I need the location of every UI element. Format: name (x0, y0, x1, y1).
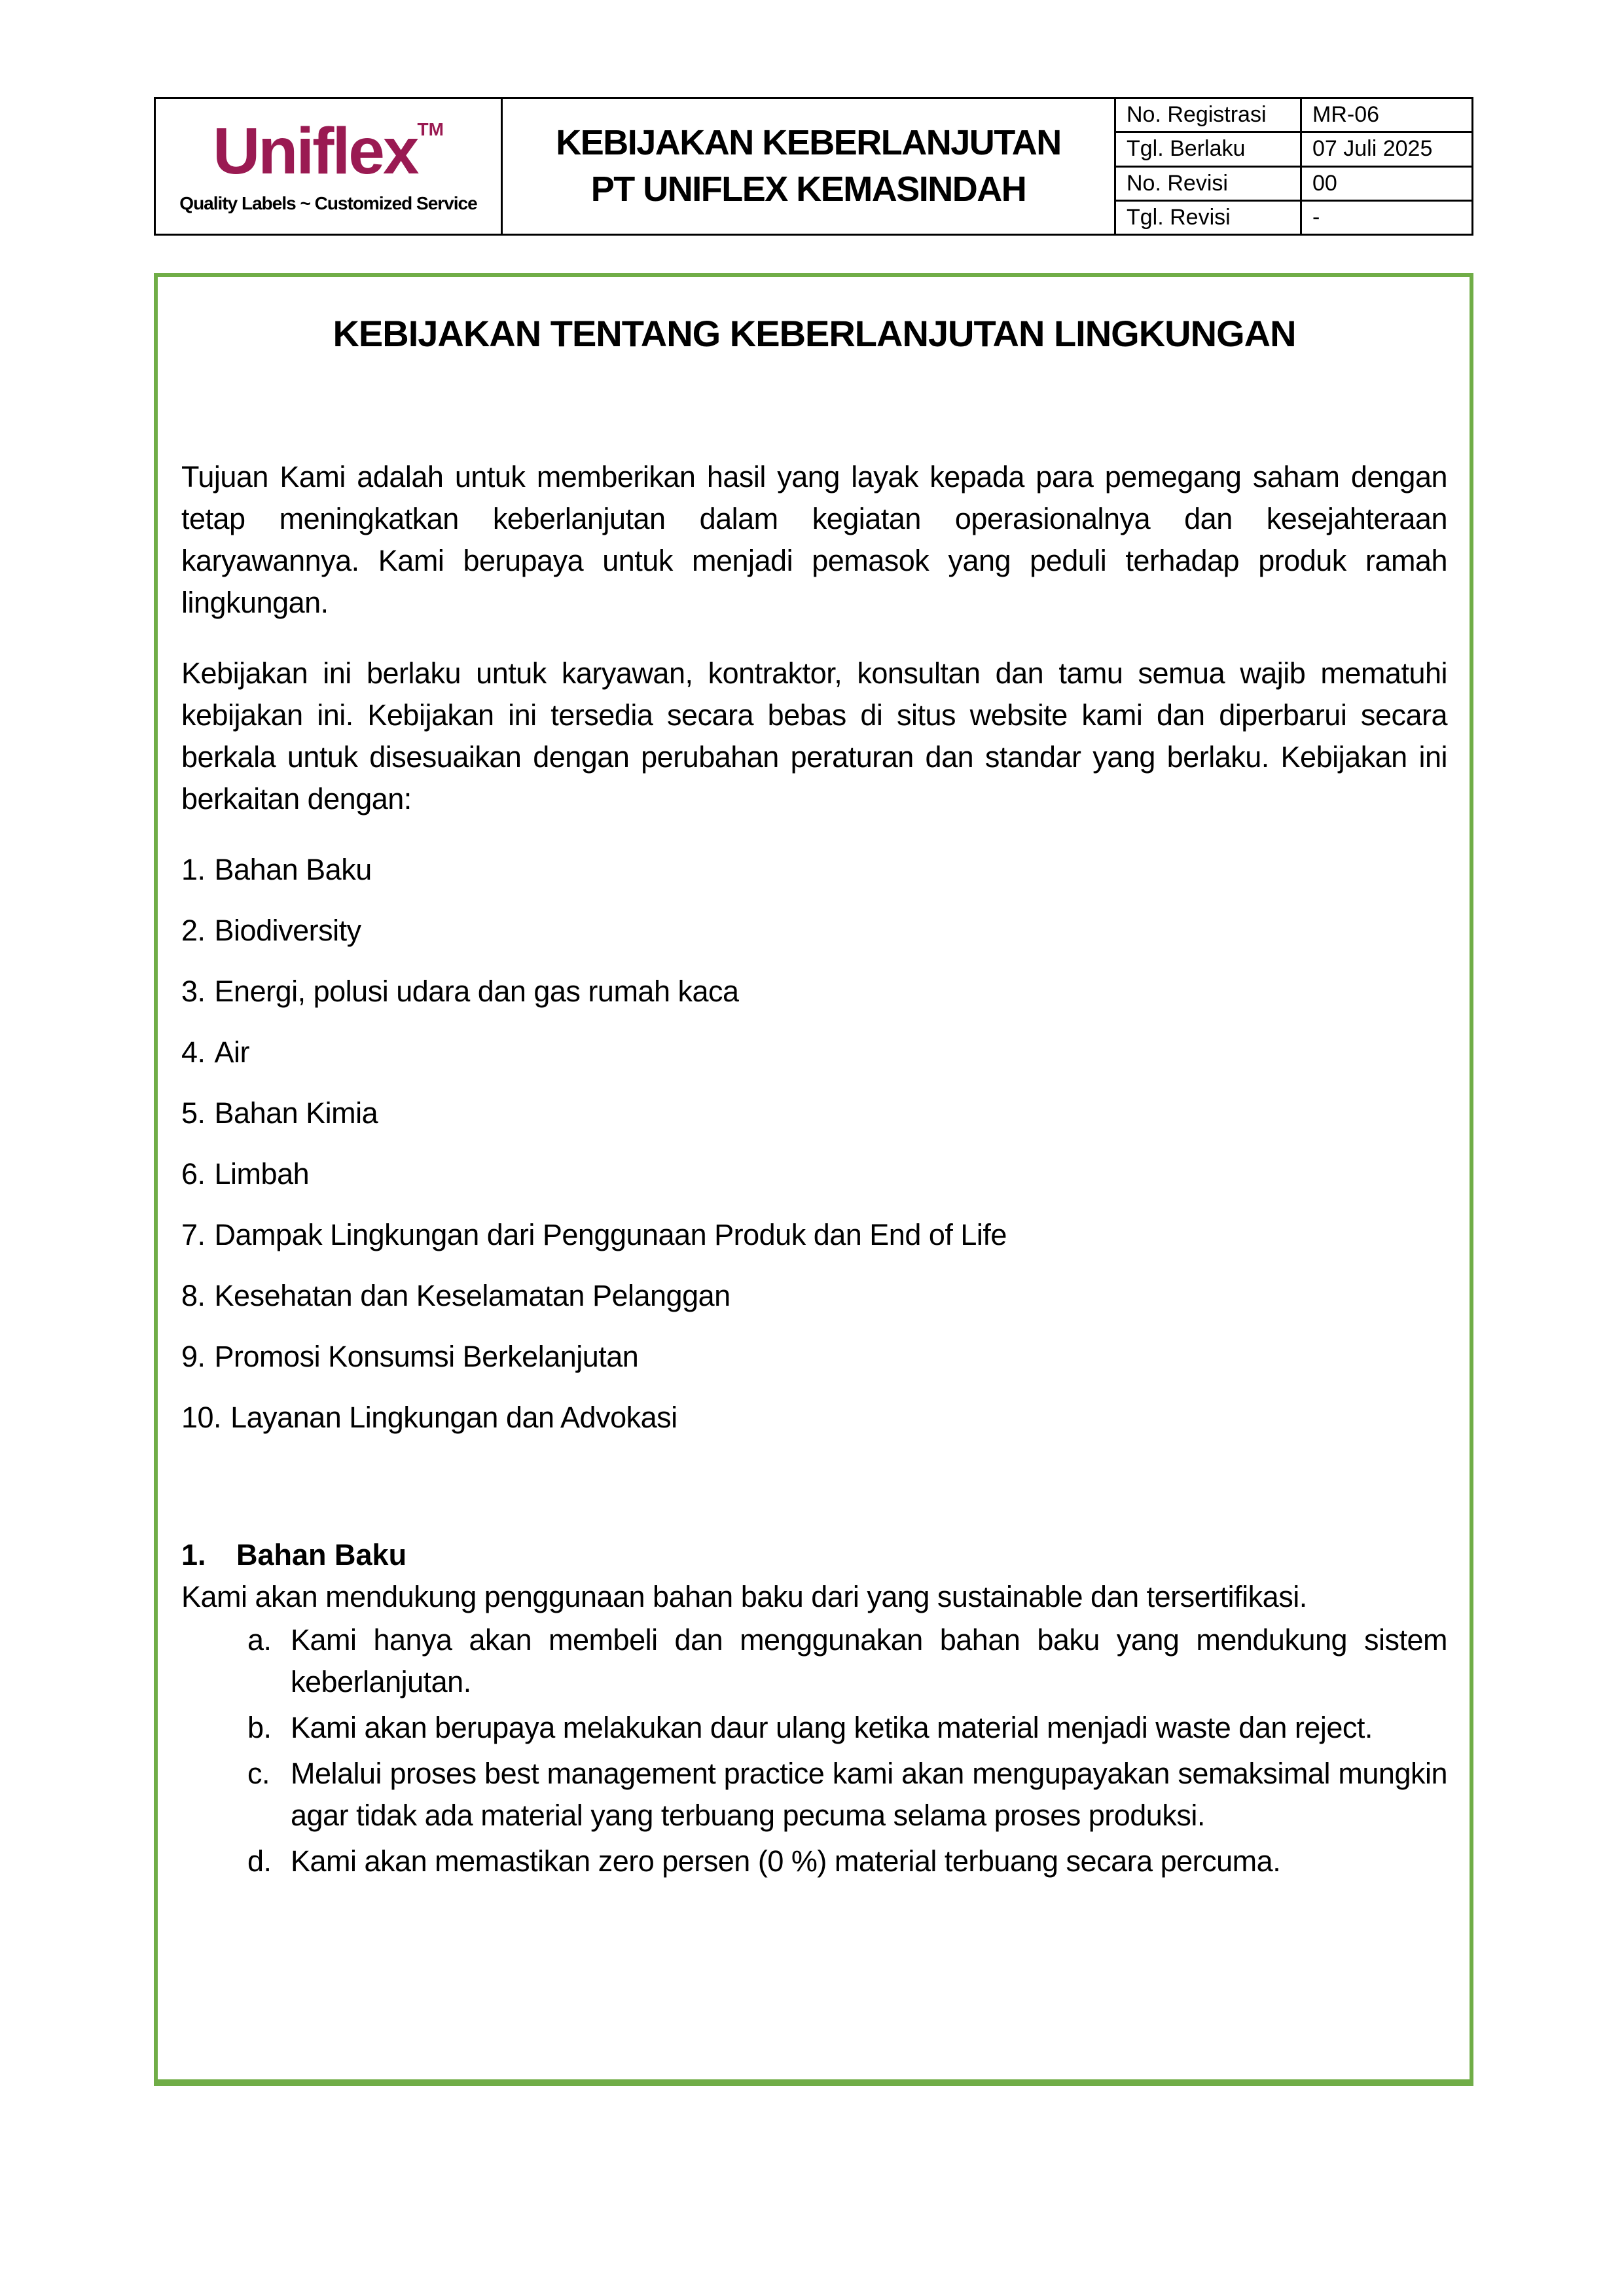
sub-item-text: Melalui proses best management practice kami akan mengupayakan semaksimal mungkin agar tidak ada material yang terbuang pecuma selama proses produksi. (291, 1757, 1447, 1832)
policy-item-label: Bahan Baku (214, 853, 372, 886)
document-title: KEBIJAKAN TENTANG KEBERLANJUTAN LINGKUNGAN (333, 313, 1296, 354)
info-value: 07 Juli 2025 (1312, 136, 1433, 162)
info-label: Tgl. Revisi (1116, 202, 1302, 234)
sub-list-item (247, 1840, 1447, 1882)
policy-list-item (181, 910, 1447, 952)
sub-item-marker: a. (247, 1623, 272, 1657)
section-1-intro: Kami akan mendukung penggunaan bahan baku dari yang sustainable dan tersertifikasi. (181, 1580, 1307, 1613)
policy-item-number: 3. (181, 975, 206, 1008)
policy-item-number: 2. (181, 914, 206, 947)
info-label: Tgl. Berlaku (1116, 133, 1302, 165)
sub-item-text: Kami akan memastikan zero persen (0 %) material terbuang secara percuma. (291, 1844, 1281, 1878)
policy-list-item (181, 1092, 1447, 1134)
company-logo (213, 115, 444, 188)
sub-item-text: Kami akan berupaya melakukan daur ulang ketika material menjadi waste dan reject. (291, 1711, 1373, 1744)
policy-list-item (181, 1336, 1447, 1378)
policy-list-item (181, 971, 1447, 1013)
info-value: - (1312, 204, 1320, 230)
policy-item-number: 5. (181, 1096, 206, 1130)
policy-item-number: 8. (181, 1279, 206, 1312)
policy-list-item (181, 1397, 1447, 1439)
info-label: No. Revisi (1116, 168, 1302, 200)
paragraph-1: Tujuan Kami adalah untuk memberikan hasil yang layak kepada para pemegang saham dengan tetap meningkatkan keberlanjutan dalam kegiatan operasionalnya dan kesejahteraan karyawannya. Kami berupaya untuk menjadi pemasok yang peduli terhadap produk ramah lingkungan. (181, 460, 1447, 619)
policy-item-number: 9. (181, 1340, 206, 1373)
policy-item-label: Dampak Lingkungan dari Penggunaan Produk dan End of Life (214, 1218, 1007, 1251)
logo-cell (156, 99, 503, 234)
policy-item-label: Kesehatan dan Keselamatan Pelanggan (214, 1279, 731, 1312)
paragraph-2: Kebijakan ini berlaku untuk karyawan, kontraktor, konsultan dan tamu semua wajib mematuhi kebijakan ini. Kebijakan ini tersedia secara bebas di situs website kami dan diperbarui secara berkala untuk disesuaikan dengan perubahan peraturan dan standar yang berlaku. Kebijakan ini berkaitan dengan: (181, 656, 1447, 816)
sub-item-text: Kami hanya akan membeli dan menggunakan bahan baku yang mendukung sistem keberlanjutan. (291, 1623, 1447, 1698)
info-value: MR-06 (1312, 102, 1380, 128)
policy-box (154, 273, 1473, 2086)
sub-list-item (247, 1619, 1447, 1703)
policy-list-item (181, 1275, 1447, 1317)
sub-list-item (247, 1707, 1447, 1749)
policy-list (181, 849, 1447, 1439)
info-table (1114, 99, 1471, 234)
section-1-heading (181, 1534, 1447, 1576)
policy-item-label: Limbah (214, 1157, 310, 1191)
policy-item-label: Air (214, 1035, 250, 1069)
section-1-sub-list (247, 1619, 1447, 1882)
policy-item-label: Bahan Kimia (214, 1096, 378, 1130)
sub-item-marker: c. (247, 1757, 270, 1790)
policy-list-item (181, 1031, 1447, 1073)
policy-list-item (181, 849, 1447, 891)
logo-tagline: Quality Labels ~ Customized Service (179, 193, 477, 213)
section-heading-label: Bahan Baku (236, 1538, 407, 1571)
sub-item-marker: d. (247, 1844, 272, 1878)
header-title (503, 99, 1114, 234)
policy-list-item (181, 1153, 1447, 1195)
sub-list-item (247, 1753, 1447, 1837)
policy-item-number: 6. (181, 1157, 206, 1191)
header-title-line1: KEBIJAKAN KEBERLANJUTAN (556, 122, 1061, 162)
info-label: No. Registrasi (1116, 99, 1302, 131)
policy-item-number: 7. (181, 1218, 206, 1251)
info-value: 00 (1312, 170, 1337, 196)
trademark-symbol: TM (417, 119, 444, 139)
logo-wordmark: Uniflex (213, 115, 418, 188)
policy-item-label: Promosi Konsumsi Berkelanjutan (214, 1340, 639, 1373)
sub-item-marker: b. (247, 1711, 272, 1744)
policy-item-label: Energi, polusi udara dan gas rumah kaca (214, 975, 739, 1008)
info-row-tgl-berlaku (1116, 133, 1471, 167)
info-row-no-revisi (1116, 168, 1471, 202)
header-title-line2: PT UNIFLEX KEMASINDAH (590, 170, 1026, 209)
policy-item-number: 10. (181, 1401, 222, 1434)
policy-list-item (181, 1214, 1447, 1256)
info-row-tgl-revisi (1116, 202, 1471, 234)
policy-item-number: 1. (181, 853, 206, 886)
section-heading-number: 1. (181, 1538, 206, 1571)
info-row-registrasi (1116, 99, 1471, 133)
header-table (154, 97, 1473, 236)
policy-item-number: 4. (181, 1035, 206, 1069)
policy-item-label: Biodiversity (214, 914, 361, 947)
policy-item-label: Layanan Lingkungan dan Advokasi (230, 1401, 677, 1434)
